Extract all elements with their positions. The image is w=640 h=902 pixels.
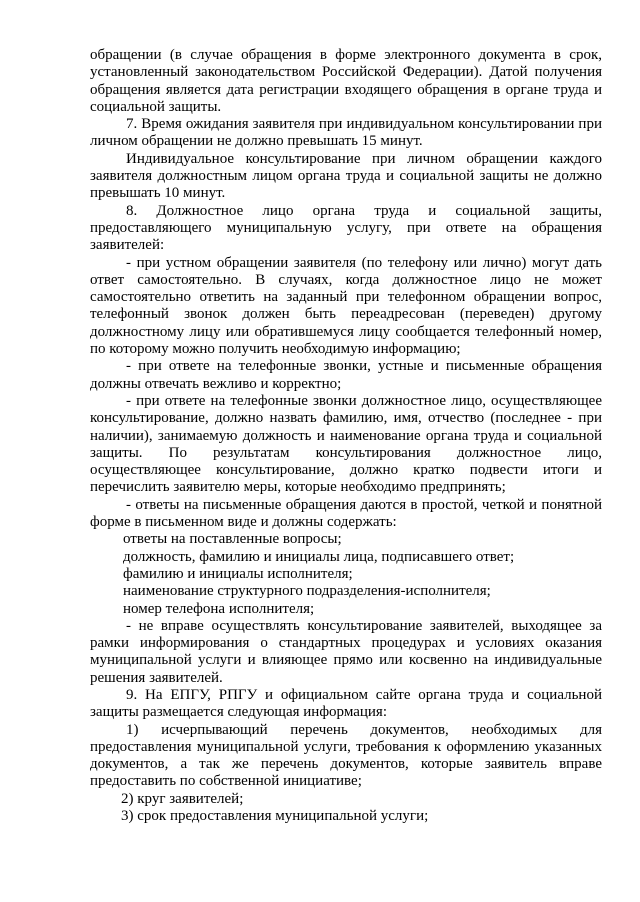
subitem-executor: фамилию и инициалы исполнителя; bbox=[123, 565, 353, 582]
subitem-answers: ответы на поставленные вопросы; bbox=[123, 531, 342, 548]
list-item-3-term: 3) срок предоставления муниципальной услуги; bbox=[121, 808, 429, 825]
item-polite-answer: - при ответе на телефонные звонки, устные и письменные обращения должны отвечать вежливо и корректно; bbox=[90, 358, 602, 392]
subitem-phone: номер телефона исполнителя; bbox=[123, 600, 315, 617]
item-not-allowed: - не вправе осуществлять консультирование заявителей, выходящее за рамки информирования о стандартных процедурах и условиях оказания муниципальной услуги и влияющее прямо или косвенно на индивидуальные решения заявителей. bbox=[90, 617, 602, 686]
paragraph-obrashchenie: обращении (в случае обращения в форме электронного документа в срок, установленный законодательством Российской Федерации). Датой получения обращения является дата регистрации входящего обращения в органе труда и социальной защиты. bbox=[90, 47, 602, 115]
paragraph-7-waiting-time: 7. Время ожидания заявителя при индивидуальном консультировании при личном обращении не должно превышать 15 минут. bbox=[90, 116, 602, 150]
item-written-answer: - ответы на письменные обращения даются в простой, четкой и понятной форме в письменном виде и должны содержать: bbox=[90, 496, 602, 531]
paragraph-8-official: 8. Должностное лицо органа труда и социальной защиты, предоставляющего муниципальную услугу, при ответе на обращения заявителей: bbox=[90, 202, 602, 254]
subitem-signer: должность, фамилию и инициалы лица, подписавшего ответ; bbox=[123, 548, 515, 565]
item-phone-answer: - при ответе на телефонные звонки должностное лицо, осуществляющее консультирование, должно назвать фамилию, имя, отчество (последнее - при наличии), занимаемую должность и наименование органа труда и социальной защиты. По результатам консультирования должностное лицо, осуществляющее консультирование, должно кратко подвести итоги и перечислить заявителю меры, которые необходимо предпринять; bbox=[90, 392, 602, 496]
list-item-2-applicants: 2) круг заявителей; bbox=[121, 790, 244, 807]
subitem-department: наименование структурного подразделения-исполнителя; bbox=[123, 583, 491, 600]
paragraph-individual-consulting: Индивидуальное консультирование при личном обращении каждого заявителя должностным лицом органа труда и социальной защиты не должно превышать 10 минут. bbox=[90, 150, 602, 202]
document-body bbox=[90, 47, 602, 825]
paragraph-9-publication: 9. На ЕПГУ, РПГУ и официальном сайте органа труда и социальной защиты размещается следующая информация: bbox=[90, 686, 602, 721]
list-item-1-documents: 1) исчерпывающий перечень документов, необходимых для предоставления муниципальной услуги, требования к оформлению указанных документов, а так же перечень документов, которые заявитель вправе предоставить по собственной инициативе; bbox=[90, 721, 602, 790]
item-oral-request: - при устном обращении заявителя (по телефону или лично) могут дать ответ самостоятельно. В случаях, когда должностное лицо не может самостоятельно ответить на заданный при телефонном обращении вопрос, телефонный звонок должен быть переадресован (переведен) другому должностному лицу или обратившемуся лицу сообщается телефонный номер, по которому можно получить необходимую информацию; bbox=[90, 254, 602, 358]
